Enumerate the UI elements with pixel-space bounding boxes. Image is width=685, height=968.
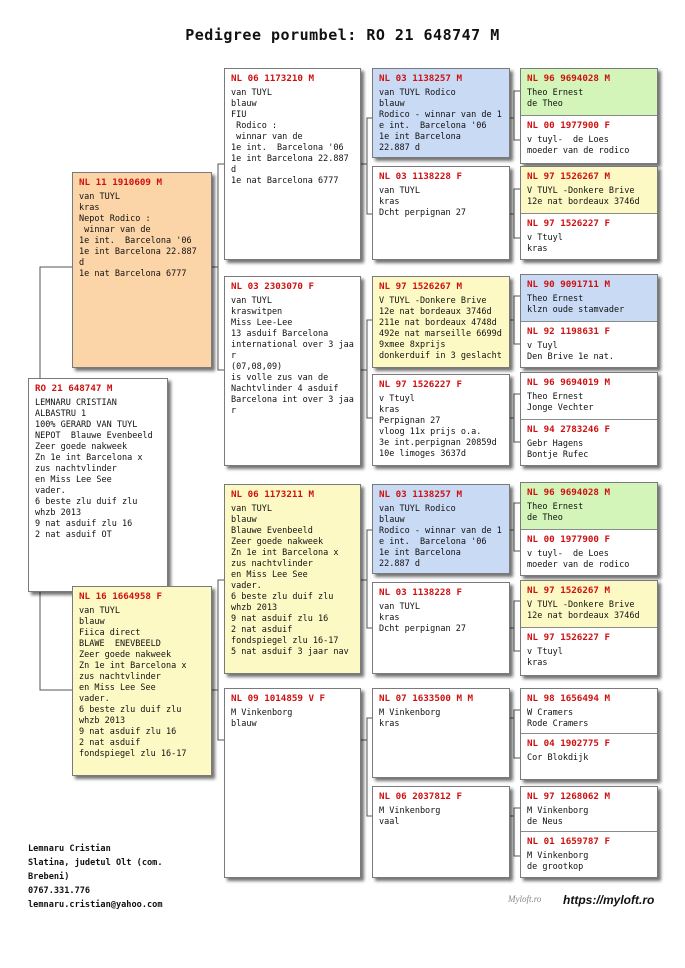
ring-number: NL 06 1173211 M bbox=[231, 489, 314, 500]
ring-number: NL 06 1173210 M bbox=[231, 73, 314, 84]
pigeon-details: van TUYL kras Dcht perpignan 27 bbox=[379, 602, 466, 634]
ring-number: NL 96 9694028 M bbox=[527, 73, 610, 84]
pigeon-details: van TUYL Rodico blauw Rodico - winnar van de 1 e int. Barcelona '06 1e int Barcelona 22.887 d bbox=[379, 504, 502, 569]
pigeon-details: v Tuyl Den Brive 1e nat. bbox=[527, 341, 614, 362]
gen4-box-8[interactable] bbox=[520, 786, 658, 878]
myloft-logo: Myloft.ro bbox=[508, 894, 542, 904]
pigeon-details: M Vinkenborg de Neus bbox=[527, 806, 589, 827]
breeder-contact bbox=[28, 842, 163, 912]
pigeon-details: Cor Blokdijk bbox=[527, 753, 589, 763]
pigeon-details: M Vinkenborg de grootkop bbox=[527, 851, 589, 872]
ring-number: NL 06 2037812 F bbox=[379, 791, 462, 802]
ring-number: NL 03 1138228 F bbox=[379, 171, 462, 182]
ring-number: NL 11 1910609 M bbox=[79, 177, 162, 188]
pigeon-details: van TUYL Rodico blauw Rodico - winnar van de 1 e int. Barcelona '06 1e int Barcelona 22.887 d bbox=[379, 88, 502, 153]
ring-number: RO 21 648747 M bbox=[35, 383, 113, 394]
pigeon-details: Gebr Hagens Bontje Rufec bbox=[527, 439, 589, 460]
ring-number: NL 97 1526267 M bbox=[527, 585, 610, 596]
pigeon-details: van TUYL kras Nepot Rodico : winnar van de 1e int. Barcelona '06 1e int Barcelona 22.887 d 1e nat Barcelona 6777 bbox=[79, 192, 197, 279]
gen4-box-2[interactable] bbox=[520, 166, 658, 260]
mother-card[interactable] bbox=[72, 586, 212, 776]
pigeon-details: V TUYL -Donkere Brive 12e nat bordeaux 3746d 211e nat bordeaux 4748d 492e nat marseille 6699d 9xmee 8xprijs donkerduif in 3 geslacht bbox=[379, 296, 502, 361]
gen3-card-2[interactable] bbox=[372, 166, 510, 260]
myloft-link[interactable]: https://myloft.ro bbox=[563, 893, 655, 907]
pigeon-details: Theo Ernest de Theo bbox=[527, 502, 584, 523]
ring-number: NL 97 1526267 M bbox=[527, 171, 610, 182]
pigeon-details: van TUYL kraswitpen Miss Lee-Lee 13 asduif Barcelona international over 3 jaa r (07,08,09) is volle zus van de Nachtvlinder 4 asduif Barcelona int over 3 jaa r bbox=[231, 296, 354, 416]
pigeon-details: Theo Ernest de Theo bbox=[527, 88, 584, 109]
grandsire-maternal-card[interactable] bbox=[224, 484, 361, 674]
ring-number: NL 96 9694019 M bbox=[527, 377, 610, 388]
pigeon-details: LEMNARU CRISTIAN ALBASTRU 1 100% GERARD VAN TUYL NEPOT Blauwe Evenbeeld Zeer goede nakweek Zn 1e int Barcelona x zus nachtvlinder en Miss Lee See vader. 6 beste zlu duif zlu whzb 2013 9 nat asduif zlu 16 2 nat asduif OT bbox=[35, 398, 153, 540]
gen3-card-1[interactable] bbox=[372, 68, 510, 158]
pigeon-details: v tuyl- de Loes moeder van de rodico bbox=[527, 549, 630, 570]
gen4-box-7[interactable] bbox=[520, 688, 658, 780]
pigeon-details: v tuyl- de Loes moeder van de rodico bbox=[527, 135, 630, 156]
gen3-card-7[interactable] bbox=[372, 688, 510, 778]
ring-number: NL 90 9091711 M bbox=[527, 279, 610, 290]
gen4-box-5[interactable] bbox=[520, 482, 658, 576]
pigeon-details: van TUYL blauw Fiica direct BLAWE ENEVBEELD Zeer goede nakweek Zn 1e int Barcelona x zus nachtvlinder en Miss Lee See vader. 6 beste zlu duif zlu whzb 2013 9 nat asduif zlu 16 2 nat asduif fondspiegel zlu 16-17 bbox=[79, 606, 187, 759]
gen4-box-4[interactable] bbox=[520, 372, 658, 466]
pigeon-details: v Ttuyl kras Perpignan 27 vloog 11x prijs o.a. 3e int.perpignan 20859d 10e limoges 3637d bbox=[379, 394, 497, 459]
pigeon-details: van TUYL blauw FIU Rodico : winnar van de 1e int. Barcelona '06 1e int Barcelona 22.887 d 1e nat Barcelona 6777 bbox=[231, 88, 349, 186]
pigeon-details: van TUYL blauw Blauwe Evenbeeld Zeer goede nakweek Zn 1e int Barcelona x zus nachtvlinder en Miss Lee See vader. 6 beste zlu duif zlu whzb 2013 9 nat asduif zlu 16 2 nat asduif fondspiegel zlu 16-17 5 nat asduif 3 jaar nav bbox=[231, 504, 349, 657]
ring-number: NL 00 1977900 F bbox=[527, 534, 610, 545]
ring-number: NL 97 1526227 F bbox=[379, 379, 462, 390]
grandsire-paternal-card[interactable] bbox=[224, 68, 361, 260]
ring-number: NL 01 1659787 F bbox=[527, 836, 610, 847]
breeder-name: Lemnaru Cristian bbox=[28, 844, 111, 854]
gen4-box-1[interactable] bbox=[520, 68, 658, 164]
ring-number: NL 97 1268062 M bbox=[527, 791, 610, 802]
breeder-address-cont: Brebeni) bbox=[28, 872, 70, 882]
pigeon-details: V TUYL -Donkere Brive 12e nat bordeaux 3746d bbox=[527, 186, 640, 207]
pigeon-details: V TUYL -Donkere Brive 12e nat bordeaux 3746d bbox=[527, 600, 640, 621]
ring-number: NL 04 1902775 F bbox=[527, 738, 610, 749]
gen3-card-5[interactable] bbox=[372, 484, 510, 574]
ring-number: NL 03 1138257 M bbox=[379, 489, 462, 500]
ring-number: NL 00 1977900 F bbox=[527, 120, 610, 131]
subject-pigeon-card[interactable] bbox=[28, 378, 168, 592]
granddam-maternal-card[interactable] bbox=[224, 688, 361, 878]
breeder-email[interactable]: lemnaru.cristian@yahoo.com bbox=[28, 900, 163, 910]
ring-number: NL 16 1664958 F bbox=[79, 591, 162, 602]
father-card[interactable] bbox=[72, 172, 212, 368]
granddam-paternal-card[interactable] bbox=[224, 276, 361, 466]
pigeon-details: v Ttuyl kras bbox=[527, 233, 563, 254]
breeder-address: Slatina, judetul Olt (com. bbox=[28, 858, 163, 868]
ring-number: NL 94 2783246 F bbox=[527, 424, 610, 435]
ring-number: NL 97 1526227 F bbox=[527, 632, 610, 643]
gen3-card-3[interactable] bbox=[372, 276, 510, 368]
pigeon-details: van TUYL kras Dcht perpignan 27 bbox=[379, 186, 466, 218]
ring-number: NL 03 1138228 F bbox=[379, 587, 462, 598]
ring-number: NL 03 2303070 F bbox=[231, 281, 314, 292]
pigeon-details: W Cramers Rode Cramers bbox=[527, 708, 589, 729]
gen4-box-6[interactable] bbox=[520, 580, 658, 676]
ring-number: NL 07 1633500 M M bbox=[379, 693, 474, 704]
ring-number: NL 92 1198631 F bbox=[527, 326, 610, 337]
pigeon-details: M Vinkenborg kras bbox=[379, 708, 441, 729]
pigeon-details: M Vinkenborg blauw bbox=[231, 708, 293, 729]
ring-number: NL 98 1656494 M bbox=[527, 693, 610, 704]
gen4-box-3[interactable] bbox=[520, 274, 658, 368]
pigeon-details: Theo Ernest klzn oude stamvader bbox=[527, 294, 625, 315]
pigeon-details: M Vinkenborg vaal bbox=[379, 806, 441, 827]
gen3-card-6[interactable] bbox=[372, 582, 510, 674]
page-title: Pedigree porumbel: RO 21 648747 M bbox=[185, 26, 500, 44]
ring-number: NL 97 1526227 F bbox=[527, 218, 610, 229]
ring-number: NL 09 1014859 V F bbox=[231, 693, 326, 704]
pigeon-details: v Ttuyl kras bbox=[527, 647, 563, 668]
breeder-phone: 0767.331.776 bbox=[28, 886, 91, 896]
ring-number: NL 97 1526267 M bbox=[379, 281, 462, 292]
ring-number: NL 03 1138257 M bbox=[379, 73, 462, 84]
gen3-card-8[interactable] bbox=[372, 786, 510, 878]
gen3-card-4[interactable] bbox=[372, 374, 510, 466]
pigeon-details: Theo Ernest Jonge Vechter bbox=[527, 392, 594, 413]
ring-number: NL 96 9694028 M bbox=[527, 487, 610, 498]
